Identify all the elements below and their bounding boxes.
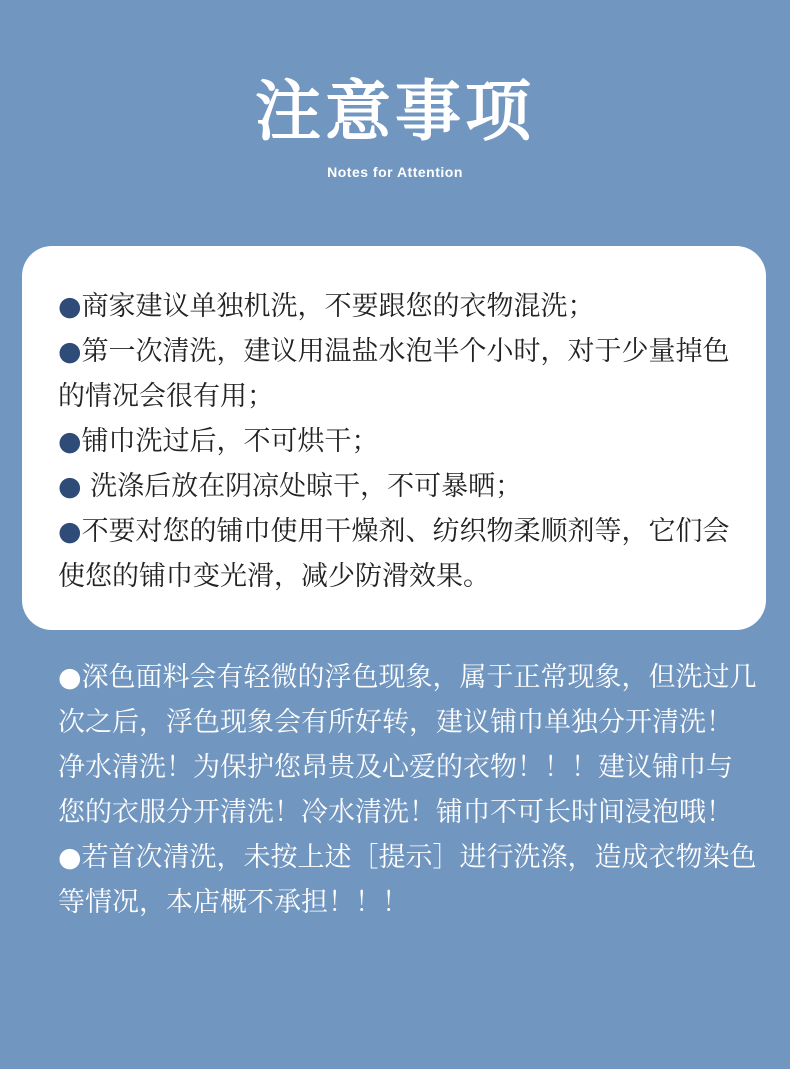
page-title: 注意事项 [255, 73, 535, 150]
care-item-text: 第一次清洗，建议用温盐水泡半个小时，对于少量掉色的情况会很有用； [58, 336, 730, 412]
notes-list [58, 655, 758, 925]
bullet-icon: ● [58, 662, 82, 693]
care-item-no-softener [58, 509, 748, 599]
page-subtitle: Notes for Attention [327, 164, 463, 180]
bullet-icon: ● [58, 336, 82, 367]
note-item-disclaimer [58, 835, 758, 925]
note-item-text: 若首次清洗，未按上述［提示］进行洗涤，造成衣物染色等情况，本店概不承担！！！ [58, 842, 757, 918]
bullet-icon: ● [58, 471, 82, 502]
note-item-text: 深色面料会有轻微的浮色现象，属于正常现象，但洗过几次之后，浮色现象会有所好转，建议铺巾单独分开清洗！净水清洗！为保护您昂贵及心爱的衣物！！！建议铺巾与您的衣服分开清洗！冷水清洗！铺巾不可长时间浸泡哦！ [58, 662, 757, 828]
bullet-icon: ● [58, 516, 82, 547]
care-item-text: 商家建议单独机洗，不要跟您的衣物混洗； [81, 291, 595, 322]
care-item-text: 洗涤后放在阴凉处晾干，不可暴晒； [81, 471, 523, 502]
care-item-text: 不要对您的铺巾使用干燥剂、纺织物柔顺剂等，它们会使您的铺巾变光滑，减少防滑效果。 [58, 516, 730, 592]
care-item-text: 铺巾洗过后，不可烘干； [81, 426, 379, 457]
bullet-icon: ● [58, 842, 82, 873]
note-item-color-fading [58, 655, 758, 835]
care-instructions-list [58, 284, 748, 599]
care-item-machine-wash [58, 284, 748, 329]
care-item-first-wash [58, 329, 748, 419]
bullet-icon: ● [58, 291, 82, 322]
bullet-icon: ● [58, 426, 82, 457]
care-item-no-tumble-dry [58, 419, 748, 464]
care-item-shade-dry [58, 464, 748, 509]
